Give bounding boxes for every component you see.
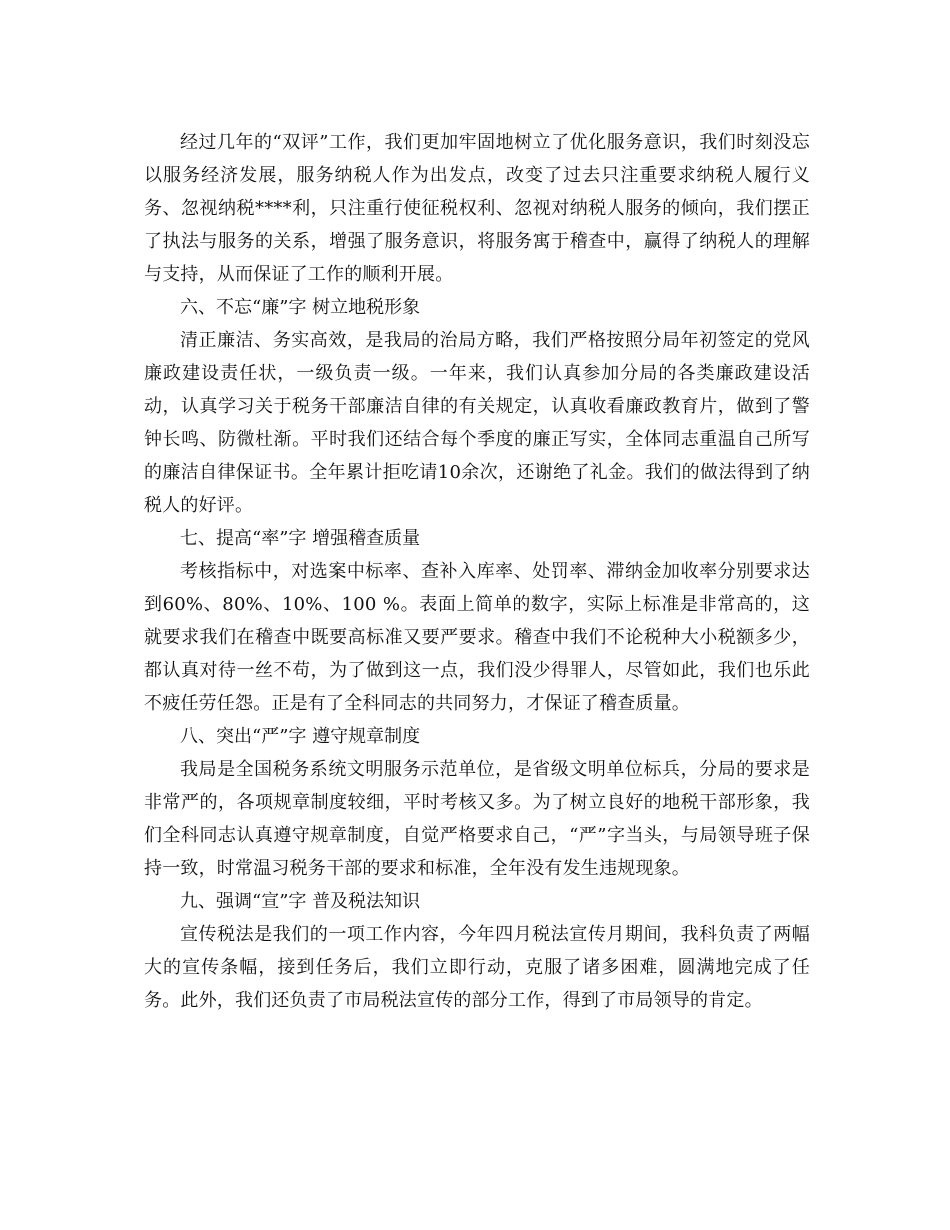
paragraph-service-awareness: 经过几年的“双评”工作，我们更加牢固地树立了优化服务意识，我们时刻没忘以服务经济发展，服务纳税人作为出发点，改变了过去只注重要求纳税人履行义务、忽视纳税****利，只注重行使征税权利、忽视对纳税人服务的倾向，我们摆正了执法与服务的关系，增强了服务意识，将服务寓于稽查中，赢得了纳税人的理解与支持，从而保证了工作的顺利开展。	[144, 132, 810, 285]
document-page	[144, 126, 810, 1017]
heading-section-8: 八、突出“严”字 遵守规章制度	[180, 726, 421, 747]
paragraph-regulations: 我局是全国税务系统文明服务示范单位，是省级文明单位标兵，分局的要求是非常严的，各项规章制度较细，平时考核又多。为了树立良好的地税干部形象，我们全科同志认真遵守规章制度，自觉严格要求自己，“严”字当头，与局领导班子保持一致，时常温习税务干部的要求和标准，全年没有发生违规现象。	[144, 759, 810, 879]
heading-section-7: 七、提高“率”字 增强稽查质量	[180, 528, 421, 549]
heading-section-9: 九、强调“宣”字 普及税法知识	[180, 891, 421, 912]
paragraph-tax-publicity: 宣传税法是我们的一项工作内容，今年四月税法宣传月期间，我科负责了两幅大的宣传条幅，接到任务后，我们立即行动，克服了诸多困难，圆满地完成了任务。此外，我们还负责了市局税法宣传的部分工作，得到了市局领导的肯定。	[144, 924, 810, 1011]
heading-section-6: 六、不忘“廉”字 树立地税形象	[180, 297, 421, 318]
paragraph-integrity: 清正廉洁、务实高效，是我局的治局方略，我们严格按照分局年初签定的党风廉政建设责任状，一级负责一级。一年来，我们认真参加分局的各类廉政建设活动，认真学习关于税务干部廉洁自律的有关规定，认真收看廉政教育片，做到了警钟长鸣、防微杜渐。平时我们还结合每个季度的廉正写实，全体同志重温自己所写的廉洁自律保证书。全年累计拒吃请10余次，还谢绝了礼金。我们的做法得到了纳税人的好评。	[144, 330, 810, 516]
paragraph-inspection-quality: 考核指标中，对选案中标率、查补入库率、处罚率、滞纳金加收率分别要求达到60%、80%、10%、100 %。表面上简单的数字，实际上标准是非常高的，这就要求我们在稽查中既要高标准又要严要求。稽查中我们不论税种大小税额多少，都认真对待一丝不苟，为了做到这一点，我们没少得罪人，尽管如此，我们也乐此不疲任劳任怨。正是有了全科同志的共同努力，才保证了稽查质量。	[144, 561, 810, 714]
